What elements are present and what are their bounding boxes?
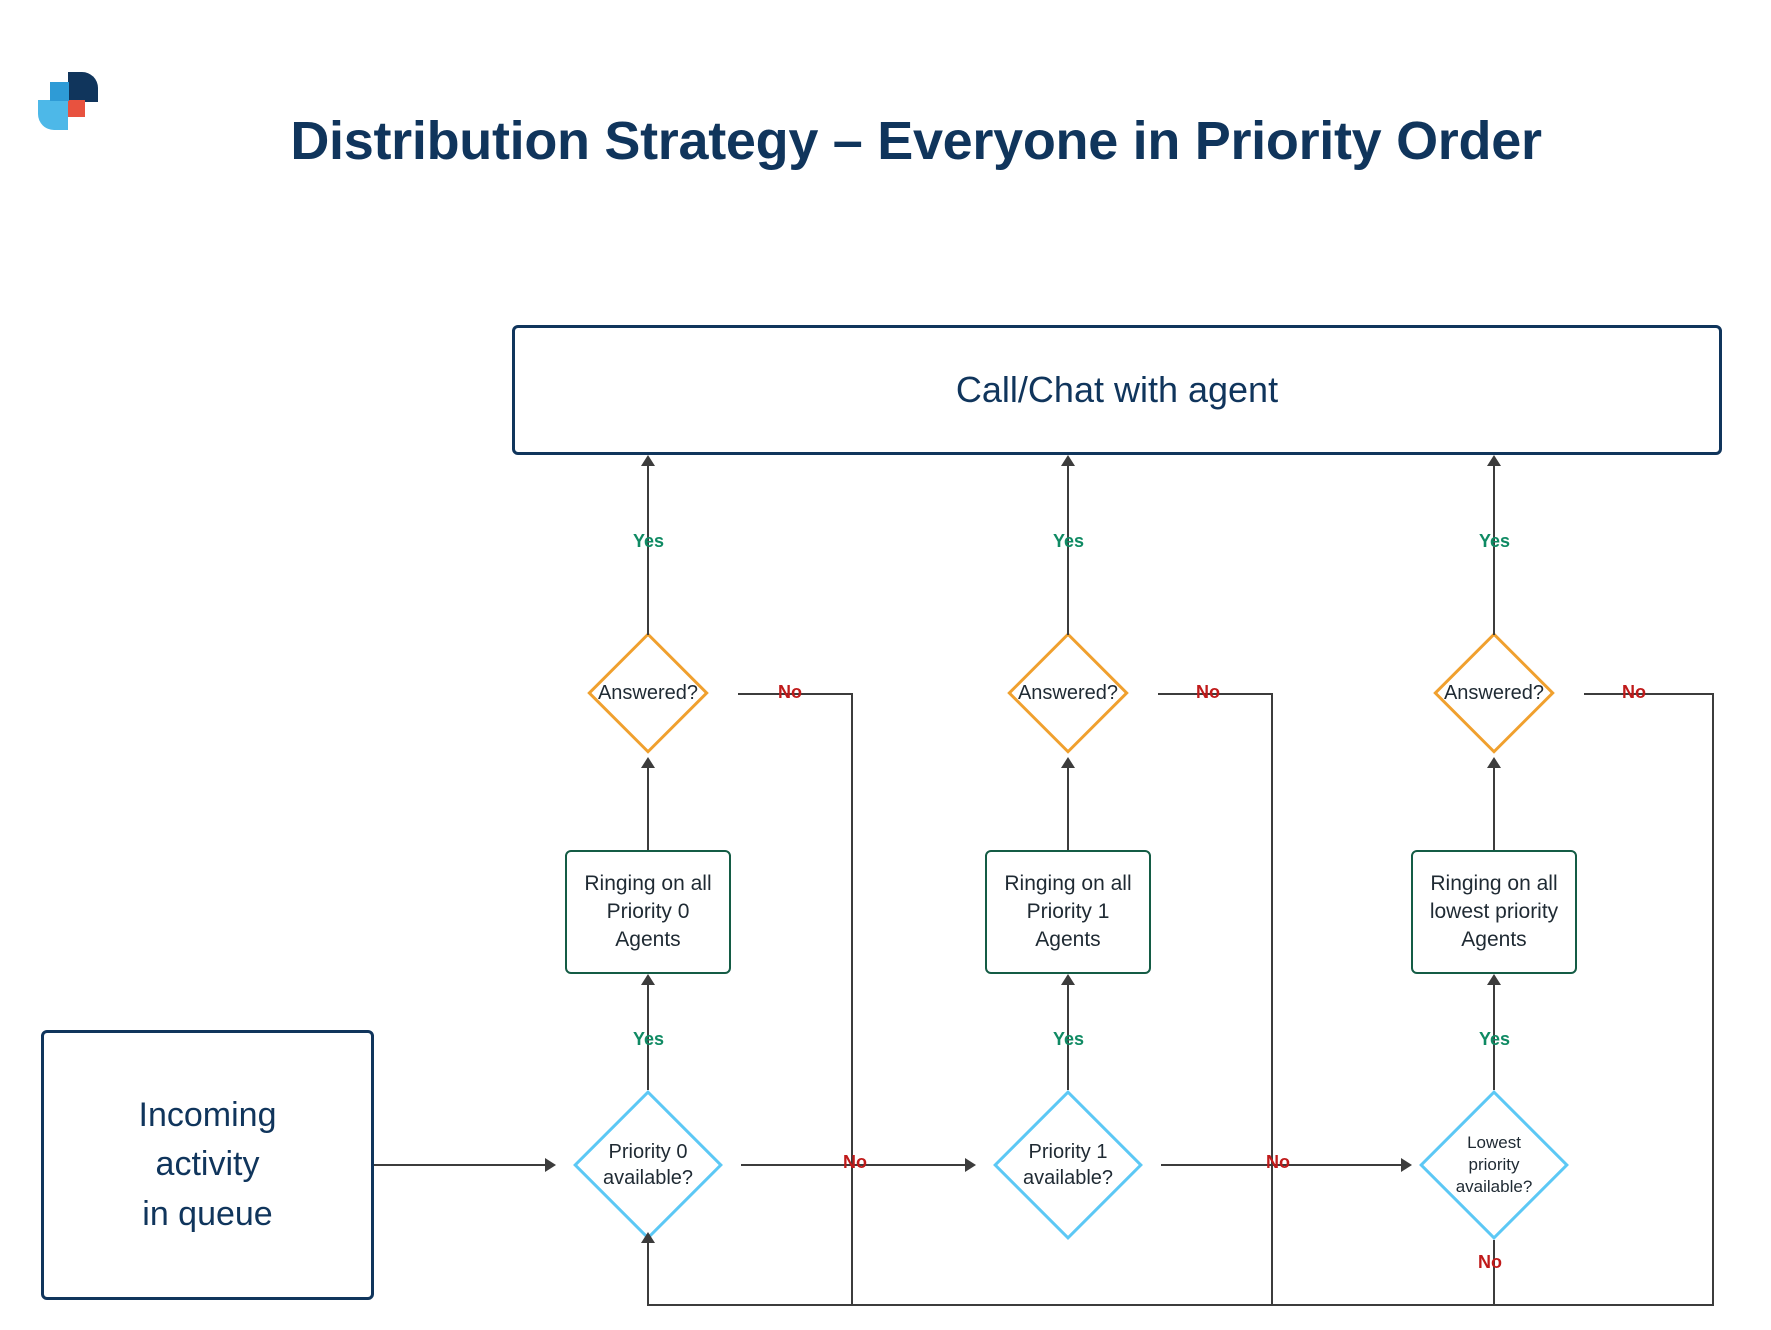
node-answered-2-label: Answered? [1443,682,1545,704]
node-lowest-line-1: Lowest [1467,1132,1521,1152]
arrowhead-no-priority1 [1401,1158,1412,1172]
edge-loop-up-to-priority0 [647,1240,649,1305]
arrowhead-priority2-to-ring2 [1487,974,1501,985]
node-call-chat-with-agent [512,325,1722,455]
node-ringing-0-line-2: Priority 0 [606,900,690,924]
edge-label-no-answered-1: No [1196,682,1220,702]
edge-label-yes-ring-1: Yes [1053,1029,1085,1049]
arrowhead-priority1-to-ring1 [1061,974,1075,985]
node-lowest-priority-label [1399,1090,1589,1240]
arrowhead-no-priority0 [965,1158,976,1172]
node-incoming-line-1: Incoming [138,1096,277,1135]
logo-shape-lightblue [50,82,69,101]
node-ringing-0-line-1: Ringing on all [584,872,712,896]
node-lowest-line-2: priority [1468,1154,1520,1174]
arrowhead-answered1-to-topbar [1061,455,1075,466]
node-ringing-2-line-3: Agents [1461,927,1527,951]
node-answered-1-label: Answered? [1017,682,1119,704]
node-ringing-priority-0 [565,850,731,974]
node-answered-1 [978,633,1158,753]
node-answered-0 [558,633,738,753]
logo-shape-blue [38,100,68,130]
edge-label-yes-ring-2: Yes [1479,1029,1511,1049]
node-answered-2 [1404,633,1584,753]
node-ringing-1-line-1: Ringing on all [1004,872,1132,896]
arrowhead-ring1-to-answered1 [1061,757,1075,768]
node-ringing-0-line-3: Agents [615,927,681,951]
edge-label-yes-answered-1: Yes [1053,531,1085,551]
edge-start-to-priority0 [374,1164,549,1166]
node-lowest-line-3: available? [1455,1177,1533,1197]
edge-label-no-answered-2: No [1622,682,1646,702]
arrowhead-start-to-priority0 [545,1158,556,1172]
arrowhead-ring0-to-answered0 [641,757,655,768]
edge-no-answered2-h [1584,693,1714,695]
node-priority-1-label [973,1090,1163,1240]
edge-label-no-priority-1: No [1266,1152,1290,1172]
brand-logo [38,72,98,132]
node-call-chat-label: Call/Chat with agent [955,369,1279,410]
node-priority-1-available [973,1090,1163,1240]
edge-label-yes-answered-0: Yes [633,531,665,551]
node-incoming-activity [41,1030,374,1300]
logo-shape-red [68,100,85,117]
node-ringing-1-line-2: Priority 1 [1026,900,1110,924]
node-lowest-priority-available [1399,1090,1589,1240]
edge-no-answered0-v [851,693,853,1305]
edge-label-yes-answered-2: Yes [1479,531,1511,551]
node-ringing-lowest-priority [1411,850,1577,974]
node-ringing-2-line-1: Ringing on all [1430,872,1558,896]
node-ringing-2-line-2: lowest priority [1429,900,1559,924]
node-priority-0-available [553,1090,743,1240]
edge-label-no-priority-lowest: No [1478,1252,1502,1272]
node-priority-1-line-2: available? [1022,1167,1114,1189]
arrowhead-answered2-to-topbar [1487,455,1501,466]
edge-no-answered2-v [1712,693,1714,1305]
node-priority-1-line-1: Priority 1 [1028,1141,1108,1163]
arrowhead-loop-to-priority0 [641,1232,655,1243]
node-priority-0-line-1: Priority 0 [608,1141,688,1163]
page-title: Distribution Strategy – Everyone in Priority Order [290,111,1542,171]
edge-label-no-priority-0: No [843,1152,867,1172]
arrowhead-priority0-to-ring0 [641,974,655,985]
edge-label-no-answered-0: No [778,682,802,702]
edge-loop-bottom [647,1304,1714,1306]
node-ringing-1-line-3: Agents [1035,927,1101,951]
edge-label-yes-ring-0: Yes [633,1029,665,1049]
node-incoming-line-2: activity [155,1145,260,1184]
edge-ring0-to-answered0 [647,765,649,850]
node-answered-0-label: Answered? [597,682,699,704]
edge-ring2-to-answered2 [1493,765,1495,850]
node-ringing-priority-1 [985,850,1151,974]
edge-no-answered1-v [1271,693,1273,1305]
node-incoming-line-3: in queue [142,1194,273,1233]
logo-shape-navy [68,72,98,102]
node-priority-0-line-2: available? [602,1167,694,1189]
edge-ring1-to-answered1 [1067,765,1069,850]
arrowhead-ring2-to-answered2 [1487,757,1501,768]
node-priority-0-label [553,1090,743,1240]
arrowhead-answered0-to-topbar [641,455,655,466]
